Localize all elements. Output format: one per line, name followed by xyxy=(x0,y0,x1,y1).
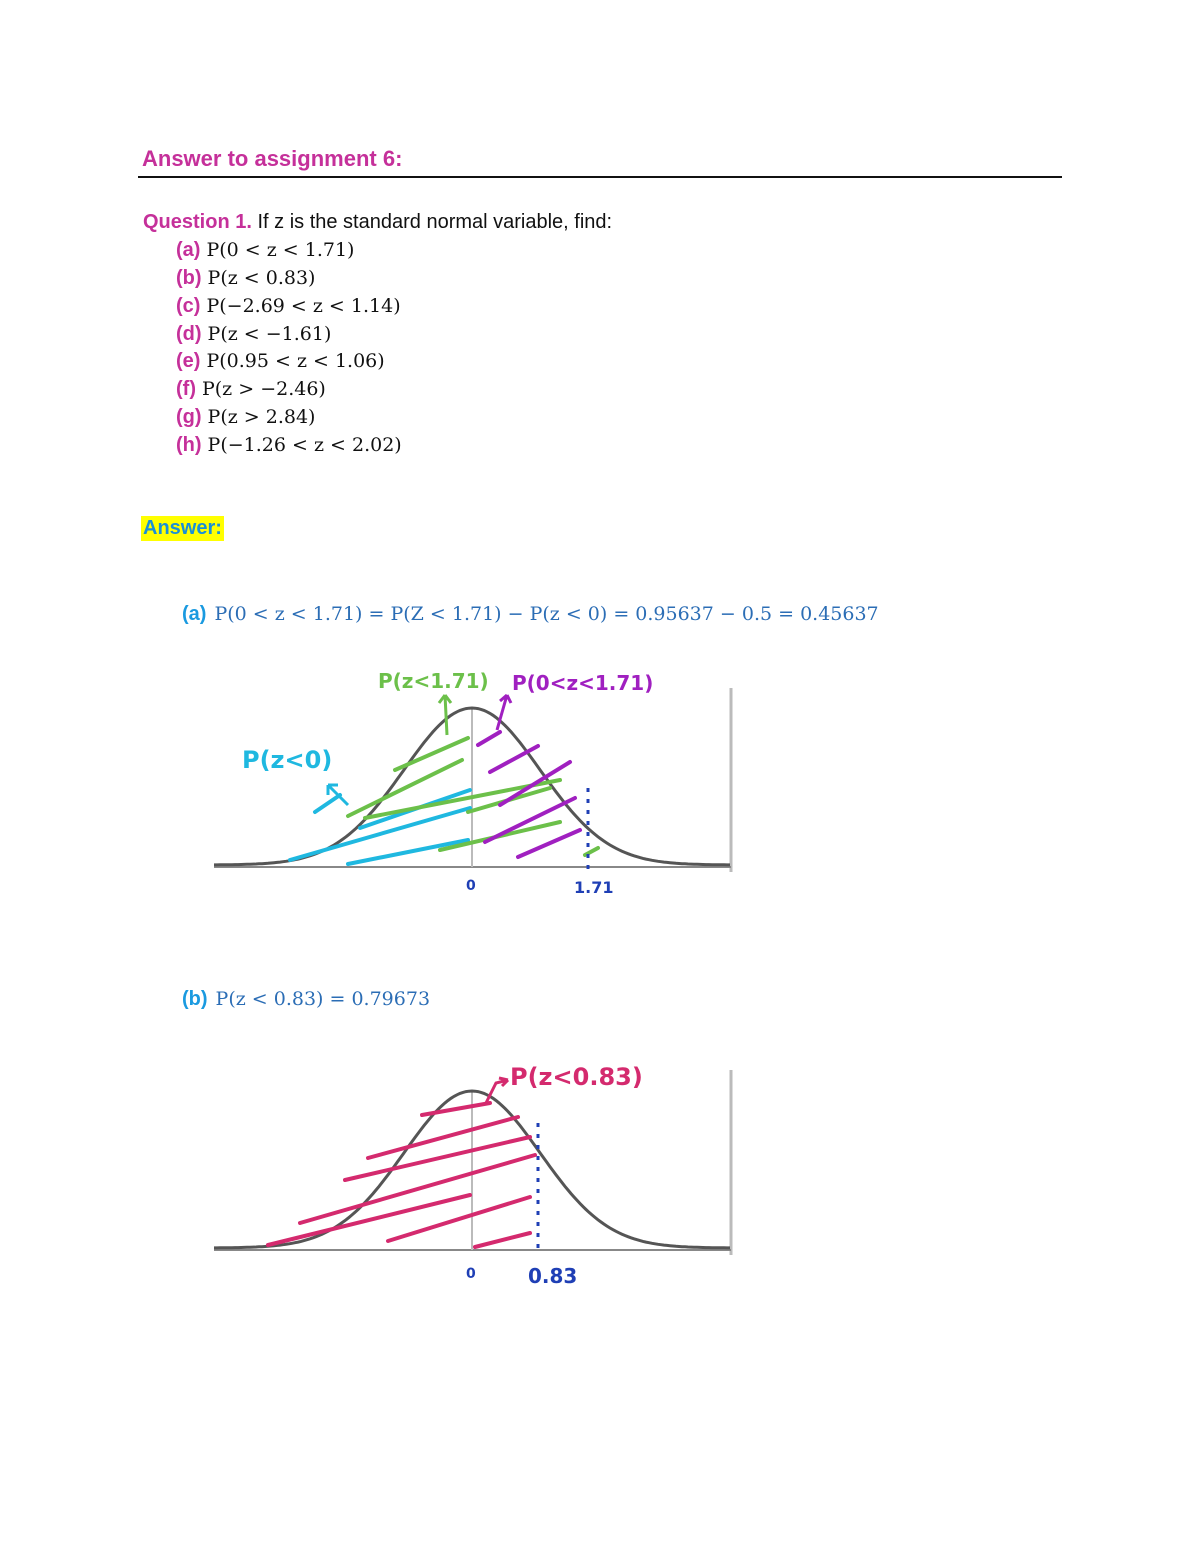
question-part-h xyxy=(176,434,402,457)
part-expression: P(−1.26 < z < 2.02) xyxy=(207,434,402,456)
question-part-c xyxy=(176,295,401,318)
part-label: (a) xyxy=(176,239,201,261)
question-part-g xyxy=(176,406,315,429)
tick-label-zero: 0 xyxy=(466,878,476,894)
question-part-b xyxy=(176,267,315,290)
question-1-heading xyxy=(143,211,612,234)
tick-label-zero: 0 xyxy=(466,1266,476,1282)
question-part-d xyxy=(176,323,331,346)
page-title: Answer to assignment 6: xyxy=(142,146,403,171)
part-expression: P(z < 0.83) xyxy=(207,267,316,289)
part-expression: P(0.95 < z < 1.06) xyxy=(206,350,385,372)
normal-curve-figure-b xyxy=(200,1055,760,1295)
arrow-p-z-lt-083 xyxy=(486,1078,508,1103)
question-part-f xyxy=(176,378,326,401)
annotation-p-z-lt-171: P(z<1.71) xyxy=(378,669,489,693)
answer-a-line xyxy=(182,603,879,626)
part-label: (h) xyxy=(176,434,202,456)
part-expression: P(z > −2.46) xyxy=(201,378,326,400)
part-label: (c) xyxy=(176,295,201,317)
tick-label-171: 1.71 xyxy=(574,878,614,897)
answer-b-expression: P(z < 0.83) = 0.79673 xyxy=(215,988,431,1010)
answer-b-label: (b) xyxy=(182,988,208,1010)
annotation-p-0-lt-z-lt-171: P(0<z<1.71) xyxy=(512,671,654,695)
part-label: (g) xyxy=(176,406,202,428)
answer-a-expression: P(0 < z < 1.71) = P(Z < 1.71) − P(z < 0) = 0.95637 − 0.5 = 0.45637 xyxy=(214,603,879,625)
part-expression: P(−2.69 < z < 1.14) xyxy=(206,295,401,317)
part-label: (b) xyxy=(176,267,202,289)
annotation-p-z-lt-083: P(z<0.83) xyxy=(510,1063,643,1091)
part-expression: P(z < −1.61) xyxy=(207,323,332,345)
part-expression: P(z > 2.84) xyxy=(207,406,316,428)
part-label: (e) xyxy=(176,350,201,372)
question-1-text: If z is the standard normal variable, find: xyxy=(257,211,613,233)
part-expression: P(0 < z < 1.71) xyxy=(206,239,355,261)
title-divider xyxy=(138,176,1062,178)
part-label: (d) xyxy=(176,323,202,345)
answer-b-line xyxy=(182,988,430,1011)
answer-a-label: (a) xyxy=(182,603,207,625)
normal-curve-figure-a xyxy=(200,650,760,910)
part-label: (f) xyxy=(176,378,196,400)
answer-label: Answer: xyxy=(143,517,222,539)
annotation-p-z-lt-0: P(z<0) xyxy=(242,746,333,774)
question-part-e xyxy=(176,350,385,373)
hatch-p-z-lt-083 xyxy=(268,1103,535,1247)
question-part-a xyxy=(176,239,354,262)
tick-label-083: 0.83 xyxy=(528,1264,578,1288)
question-1-label: Question 1. xyxy=(143,211,252,233)
